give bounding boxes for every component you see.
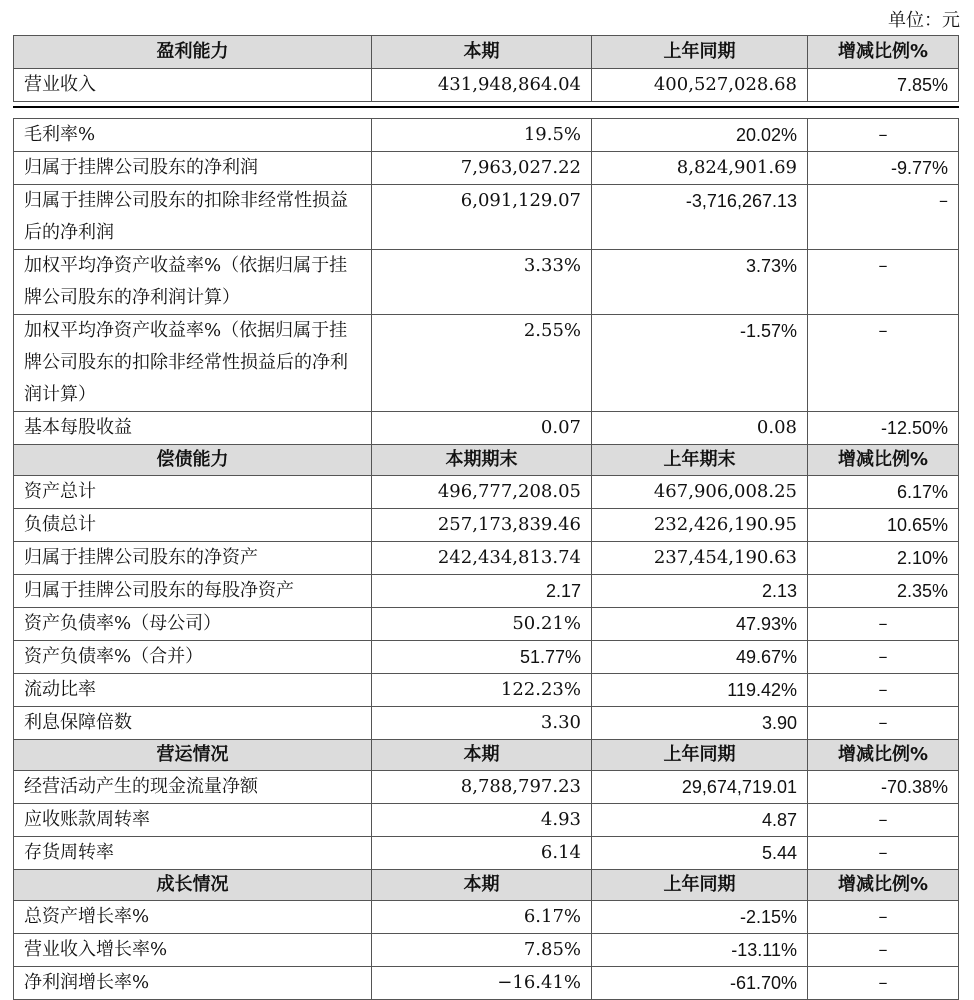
cell-change: 10.65% [808, 509, 959, 542]
cell-current: 8,788,797.23 [372, 771, 592, 804]
cell-previous: -1.57% [592, 315, 808, 412]
cell-change: 7.85% [808, 69, 959, 102]
table-header-row [14, 870, 959, 901]
cell-current: 7,963,027.22 [372, 152, 592, 185]
header-cell: 营运情况 [14, 740, 372, 771]
row-label: 流动比率 [14, 674, 372, 707]
table-row [14, 476, 959, 509]
financial-indicators-table [13, 118, 959, 1000]
table-row [14, 185, 959, 250]
table-row [14, 250, 959, 315]
cell-previous: 3.73% [592, 250, 808, 315]
row-label: 利息保障倍数 [14, 707, 372, 740]
row-label: 基本每股收益 [14, 412, 372, 445]
cell-change: -9.77% [808, 152, 959, 185]
cell-current: −16.41% [372, 967, 592, 1000]
header-cell: 上年同期 [592, 870, 808, 901]
header-cell: 本期 [372, 36, 592, 69]
row-label: 总资产增长率% [14, 901, 372, 934]
cell-change: – [808, 641, 959, 674]
header-cell: 上年同期 [592, 36, 808, 69]
table-row [14, 967, 959, 1000]
cell-previous: 4.87 [592, 804, 808, 837]
row-label: 营业收入 [14, 69, 372, 102]
header-cell: 偿债能力 [14, 445, 372, 476]
cell-previous: 29,674,719.01 [592, 771, 808, 804]
table-header-row [14, 445, 959, 476]
cell-current: 0.07 [372, 412, 592, 445]
table-row [14, 69, 959, 102]
header-cell: 本期 [372, 740, 592, 771]
table-row [14, 674, 959, 707]
cell-change: -12.50% [808, 412, 959, 445]
header-cell: 本期期末 [372, 445, 592, 476]
cell-previous: 0.08 [592, 412, 808, 445]
cell-current: 3.33% [372, 250, 592, 315]
table-row [14, 509, 959, 542]
row-label: 归属于挂牌公司股东的净利润 [14, 152, 372, 185]
cell-current: 7.85% [372, 934, 592, 967]
table-row [14, 707, 959, 740]
cell-previous: 232,426,190.95 [592, 509, 808, 542]
cell-previous: 2.13 [592, 575, 808, 608]
row-label: 加权平均净资产收益率%（依据归属于挂牌公司股东的净利润计算） [14, 250, 372, 315]
header-cell: 增减比例% [808, 740, 959, 771]
cell-change: – [808, 119, 959, 152]
cell-previous: 119.42% [592, 674, 808, 707]
header-cell: 增减比例% [808, 870, 959, 901]
header-cell: 上年同期 [592, 740, 808, 771]
row-label: 经营活动产生的现金流量净额 [14, 771, 372, 804]
cell-change: – [808, 934, 959, 967]
cell-change: 2.10% [808, 542, 959, 575]
cell-previous: 8,824,901.69 [592, 152, 808, 185]
cell-current: 6.14 [372, 837, 592, 870]
row-label: 资产总计 [14, 476, 372, 509]
cell-previous: 400,527,028.68 [592, 69, 808, 102]
cell-current: 122.23% [372, 674, 592, 707]
cell-current: 51.77% [372, 641, 592, 674]
cell-change: – [808, 674, 959, 707]
row-label: 负债总计 [14, 509, 372, 542]
cell-change: – [808, 315, 959, 412]
table-row [14, 901, 959, 934]
cell-previous: 237,454,190.63 [592, 542, 808, 575]
cell-current: 6.17% [372, 901, 592, 934]
cell-change: – [808, 608, 959, 641]
page-separator [13, 106, 959, 108]
cell-change: – [808, 967, 959, 1000]
cell-current: 2.17 [372, 575, 592, 608]
cell-current: 50.21% [372, 608, 592, 641]
cell-current: 19.5% [372, 119, 592, 152]
cell-current: 242,434,813.74 [372, 542, 592, 575]
table-row [14, 152, 959, 185]
cell-previous: -2.15% [592, 901, 808, 934]
cell-current: 6,091,129.07 [372, 185, 592, 250]
header-cell: 成长情况 [14, 870, 372, 901]
unit-label: 单位：元 [888, 10, 960, 31]
cell-current: 3.30 [372, 707, 592, 740]
table-row [14, 608, 959, 641]
cell-change: -70.38% [808, 771, 959, 804]
cell-change: – [808, 707, 959, 740]
row-label: 加权平均净资产收益率%（依据归属于挂牌公司股东的扣除非经常性损益后的净利润计算） [14, 315, 372, 412]
cell-previous: 20.02% [592, 119, 808, 152]
table-row [14, 575, 959, 608]
table-row [14, 315, 959, 412]
row-label: 归属于挂牌公司股东的扣除非经常性损益后的净利润 [14, 185, 372, 250]
cell-previous: -61.70% [592, 967, 808, 1000]
cell-previous: 3.90 [592, 707, 808, 740]
row-label: 资产负债率%（合并） [14, 641, 372, 674]
table-row [14, 119, 959, 152]
table-row [14, 542, 959, 575]
table-row [14, 641, 959, 674]
cell-current: 496,777,208.05 [372, 476, 592, 509]
cell-previous: -3,716,267.13 [592, 185, 808, 250]
cell-previous: -13.11% [592, 934, 808, 967]
cell-previous: 49.67% [592, 641, 808, 674]
cell-previous: 5.44 [592, 837, 808, 870]
header-cell: 盈利能力 [14, 36, 372, 69]
cell-change: 2.35% [808, 575, 959, 608]
row-label: 归属于挂牌公司股东的净资产 [14, 542, 372, 575]
table-header-row [14, 740, 959, 771]
cell-change: – [808, 185, 959, 250]
table-row [14, 771, 959, 804]
table-row [14, 837, 959, 870]
table-row [14, 804, 959, 837]
row-label: 应收账款周转率 [14, 804, 372, 837]
cell-current: 431,948,864.04 [372, 69, 592, 102]
cell-change: – [808, 804, 959, 837]
table-header-row [14, 36, 959, 69]
cell-change: – [808, 901, 959, 934]
header-cell: 增减比例% [808, 445, 959, 476]
row-label: 毛利率% [14, 119, 372, 152]
cell-previous: 47.93% [592, 608, 808, 641]
header-cell: 本期 [372, 870, 592, 901]
table-row [14, 412, 959, 445]
header-cell: 增减比例% [808, 36, 959, 69]
row-label: 存货周转率 [14, 837, 372, 870]
row-label: 资产负债率%（母公司） [14, 608, 372, 641]
cell-current: 2.55% [372, 315, 592, 412]
profit-summary-table [13, 35, 959, 102]
row-label: 净利润增长率% [14, 967, 372, 1000]
cell-change: – [808, 250, 959, 315]
cell-previous: 467,906,008.25 [592, 476, 808, 509]
cell-current: 257,173,839.46 [372, 509, 592, 542]
header-cell: 上年期末 [592, 445, 808, 476]
cell-current: 4.93 [372, 804, 592, 837]
row-label: 归属于挂牌公司股东的每股净资产 [14, 575, 372, 608]
table-row [14, 934, 959, 967]
row-label: 营业收入增长率% [14, 934, 372, 967]
cell-change: – [808, 837, 959, 870]
cell-change: 6.17% [808, 476, 959, 509]
